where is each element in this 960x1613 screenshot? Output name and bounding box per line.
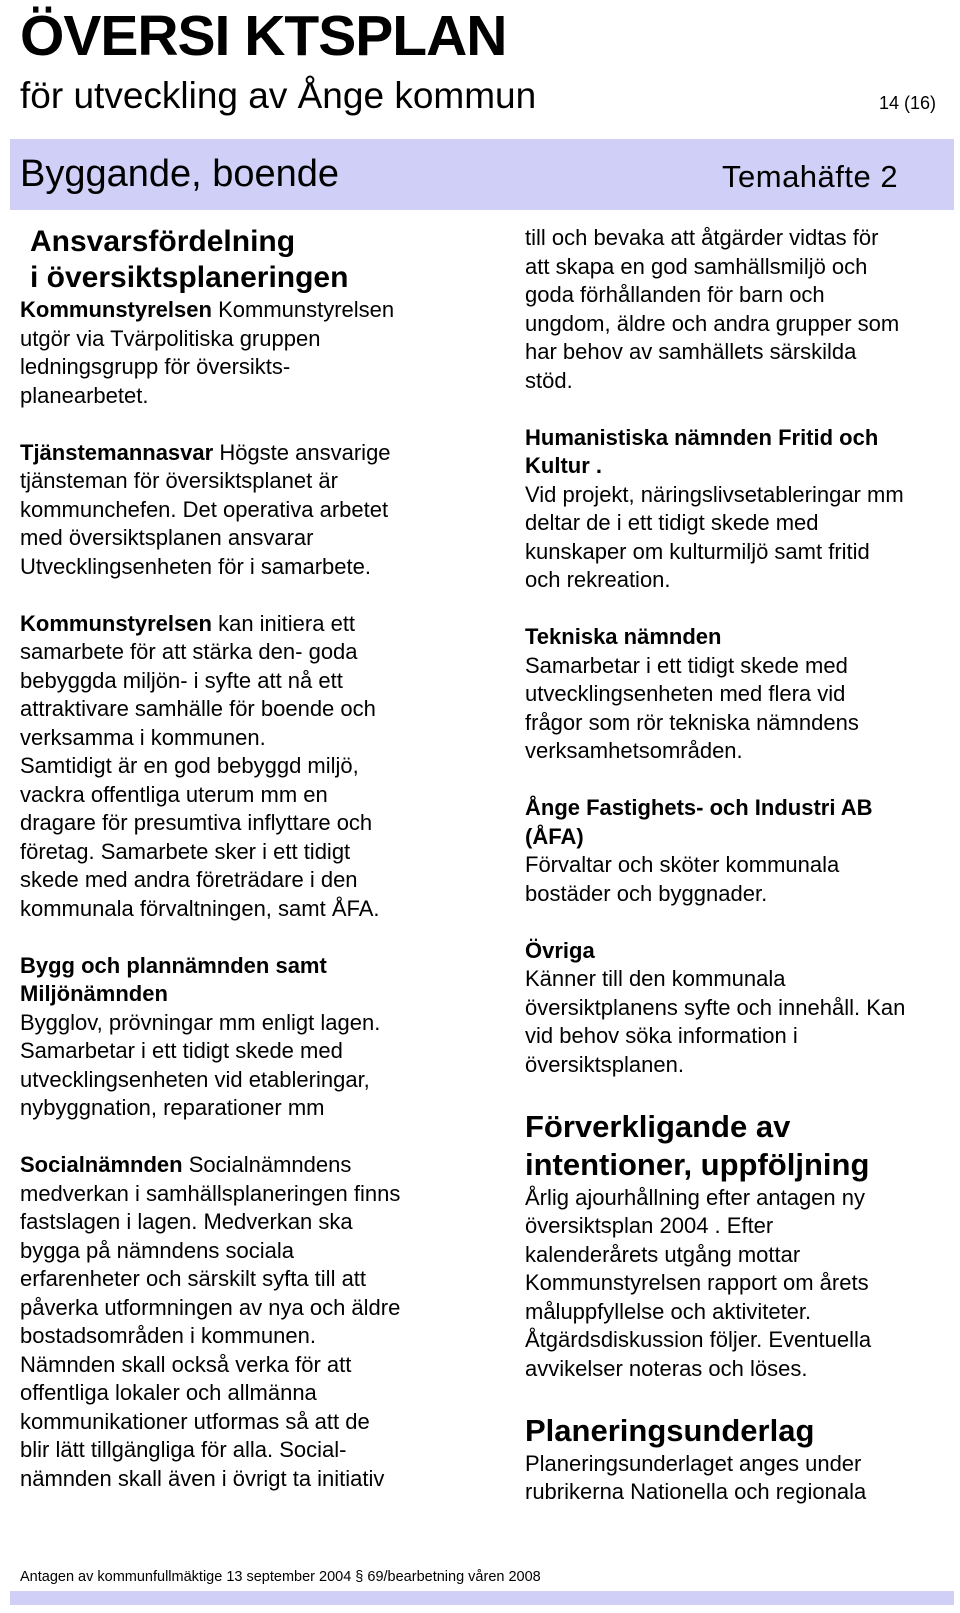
section-heading-planeringsunderlag: Planeringsunderlag [525, 1412, 815, 1448]
document-title: ÖVERSI KTSPLAN [20, 4, 507, 68]
text-line: Bygglov, prövningar mm enligt lagen. [20, 1009, 381, 1035]
document-subtitle: för utveckling av Ånge kommun [20, 75, 537, 116]
text-line: Vid projekt, näringslivsetableringar mm [525, 481, 904, 507]
topic-banner [10, 139, 954, 210]
left-column [20, 224, 475, 1493]
paragraph-lead: Övriga [525, 937, 595, 963]
text-line: kalenderårets utgång mottar [525, 1241, 801, 1267]
paragraph-socialnamnden-continued [525, 224, 957, 395]
paragraph-lead: Humanistiska nämnden Fritid och [525, 424, 879, 450]
text-line: Samtidigt är en god bebyggd miljö, [20, 753, 359, 778]
text-line: blir lätt tillgängliga för alla. Social- [20, 1437, 347, 1462]
text-line: och rekreation. [525, 567, 671, 592]
text-line: Årlig ajourhållning efter antagen ny [525, 1184, 866, 1210]
heading-line: Ansvarsfördelning [30, 225, 296, 258]
text-line: Åtgärdsdiskussion följer. Eventuella [525, 1327, 872, 1352]
section-heading-ansvarsfordelning [30, 224, 475, 296]
text-line: utvecklingsenheten vid etableringar, [20, 1066, 370, 1092]
text-line: ledningsgrupp för översikts- [20, 354, 291, 379]
text-line: utvecklingsenheten med flera vid [525, 681, 846, 706]
text-line: har behov av samhällets särskilda [525, 339, 857, 364]
text-line: bygga på nämndens sociala [20, 1237, 294, 1263]
text-line: Nämnden skall också verka för att [20, 1351, 352, 1377]
paragraph-tjanstemannasvar [20, 439, 475, 582]
banner-booklet: Temahäfte 2 [722, 159, 899, 194]
text-line: fastslagen i lagen. Medverkan ska [20, 1209, 353, 1234]
text-line: rubrikerna Nationella och regionala [525, 1479, 867, 1504]
text-line: avvikelser noteras och löses. [525, 1355, 808, 1381]
text-line: verksamhetsområden. [525, 738, 743, 763]
text-line: stöd. [525, 367, 573, 393]
text-line: vackra offentliga uterum mm en [20, 781, 328, 807]
text-line: översiktsplanen. [525, 1051, 684, 1077]
heading-line: i översiktsplaneringen [30, 261, 349, 294]
banner-topic: Byggande, boende [20, 153, 340, 195]
paragraph-lead: Socialnämnden [20, 1152, 183, 1177]
paragraph-planeringsunderlag [525, 1450, 957, 1507]
paragraph-lead: Miljönämnden [20, 981, 168, 1006]
text-line: attraktivare samhälle för boende och [20, 696, 376, 721]
heading-line: intentioner, uppföljning [525, 1146, 870, 1182]
page-number: 14 (16) [878, 93, 936, 113]
paragraph-lead: (ÅFA) [525, 823, 584, 849]
section-heading-forverkligande [525, 1108, 957, 1184]
paragraph-lead: Kommunstyrelsen [20, 610, 212, 636]
paragraph-kommunstyrelsen-samarbete [20, 610, 475, 924]
text-line: kommunchefen. Det operativa arbetet [20, 496, 389, 522]
text-line: måluppfyllelse och aktiviteter. [525, 1298, 812, 1324]
text-line: kommunala förvaltningen, samt ÅFA. [20, 895, 380, 921]
text-line: skede med andra företrädare i den [20, 867, 358, 892]
footer-adoption-note: Antagen av kommunfullmäktige 13 september 2004 § 69/bearbetning våren 2008 [20, 1569, 541, 1585]
text-line: verksamma i kommunen. [20, 724, 266, 750]
text-line: vid behov söka information i [525, 1023, 798, 1048]
text-line: frågor som rör tekniska nämndens [525, 709, 859, 735]
text-line: Utvecklingsenheten för i samarbete. [20, 553, 371, 579]
text-line: Förvaltar och sköter kommunala [525, 852, 840, 877]
text-line: kommunikationer utformas så att de [20, 1408, 370, 1434]
text-line: företag. Samarbete sker i ett tidigt [20, 838, 351, 864]
paragraph-lead: Kultur . [525, 453, 602, 478]
text-line: tjänsteman för översiktsplanet är [20, 468, 338, 493]
right-column [525, 224, 957, 1507]
text-line: Samarbetar i ett tidigt skede med [525, 652, 848, 678]
text-line: samarbete för att stärka den- goda [20, 639, 358, 664]
text-line: utgör via Tvärpolitiska gruppen [20, 325, 321, 351]
paragraph-lead: Tjänstemannasvar [20, 439, 214, 465]
text-line: Kommunstyrelsen rapport om årets [525, 1270, 869, 1295]
text-line: goda förhållanden för barn och [525, 282, 825, 307]
paragraph-bygg-och-plannamnden [20, 952, 475, 1123]
text-line: översiktplanens syfte och innehåll. Kan [525, 994, 906, 1020]
text-line: Känner till den kommunala [525, 966, 786, 991]
paragraph-humanistiska-namnden [525, 424, 957, 595]
text-line: medverkan i samhällsplaneringen finns [20, 1180, 401, 1206]
text-line: bebyggda miljön- i syfte att nå ett [20, 667, 343, 693]
paragraph-afa [525, 794, 957, 908]
footer-bar [10, 1591, 954, 1605]
text-line: bostadsområden i kommunen. [20, 1323, 316, 1348]
text-line: bostäder och byggnader. [525, 880, 768, 906]
text-line: kunskaper om kulturmiljö samt fritid [525, 538, 870, 564]
text-line: Socialnämndens [188, 1152, 352, 1177]
text-line: kan initiera ett [218, 610, 356, 636]
text-line: Planeringsunderlaget anges under [525, 1450, 862, 1476]
text-line: påverka utformningen av nya och äldre [20, 1294, 401, 1320]
text-line: deltar de i ett tidigt skede med [525, 510, 819, 535]
text-line: Högste ansvarige [219, 439, 391, 465]
text-line: Samarbetar i ett tidigt skede med [20, 1038, 343, 1063]
paragraph-tekniska-namnden [525, 623, 957, 766]
text-line: offentliga lokaler och allmänna [20, 1380, 317, 1405]
text-line: nämnden skall även i övrigt ta initiativ [20, 1465, 385, 1491]
text-line: dragare för presumtiva inflyttare och [20, 810, 373, 835]
text-line: ungdom, äldre och andra grupper som [525, 310, 900, 336]
paragraph-ovriga [525, 937, 957, 1080]
heading-line: Förverkligande av [525, 1108, 791, 1144]
text-line: att skapa en god samhällsmiljö och [525, 253, 868, 279]
text-line: till och bevaka att åtgärder vidtas för [525, 225, 879, 250]
text-line: erfarenheter och särskilt syfta till att [20, 1266, 367, 1291]
paragraph-lead: Kommunstyrelsen [20, 297, 212, 322]
text-line: planearbetet. [20, 382, 149, 408]
paragraph-kommunstyrelsen-role [20, 296, 475, 410]
text-line: nybyggnation, reparationer mm [20, 1095, 325, 1120]
paragraph-uppfoljning [525, 1184, 957, 1384]
paragraph-lead: Ånge Fastighets- och Industri AB [525, 795, 873, 820]
text-line: Kommunstyrelsen [218, 297, 395, 322]
text-line: med översiktsplanen ansvarar [20, 525, 314, 550]
paragraph-lead: Bygg och plannämnden samt [20, 952, 327, 978]
paragraph-lead: Tekniska nämnden [525, 624, 722, 649]
text-line: översiktsplan 2004 . Efter [525, 1213, 774, 1238]
paragraph-socialnamnden [20, 1151, 475, 1493]
